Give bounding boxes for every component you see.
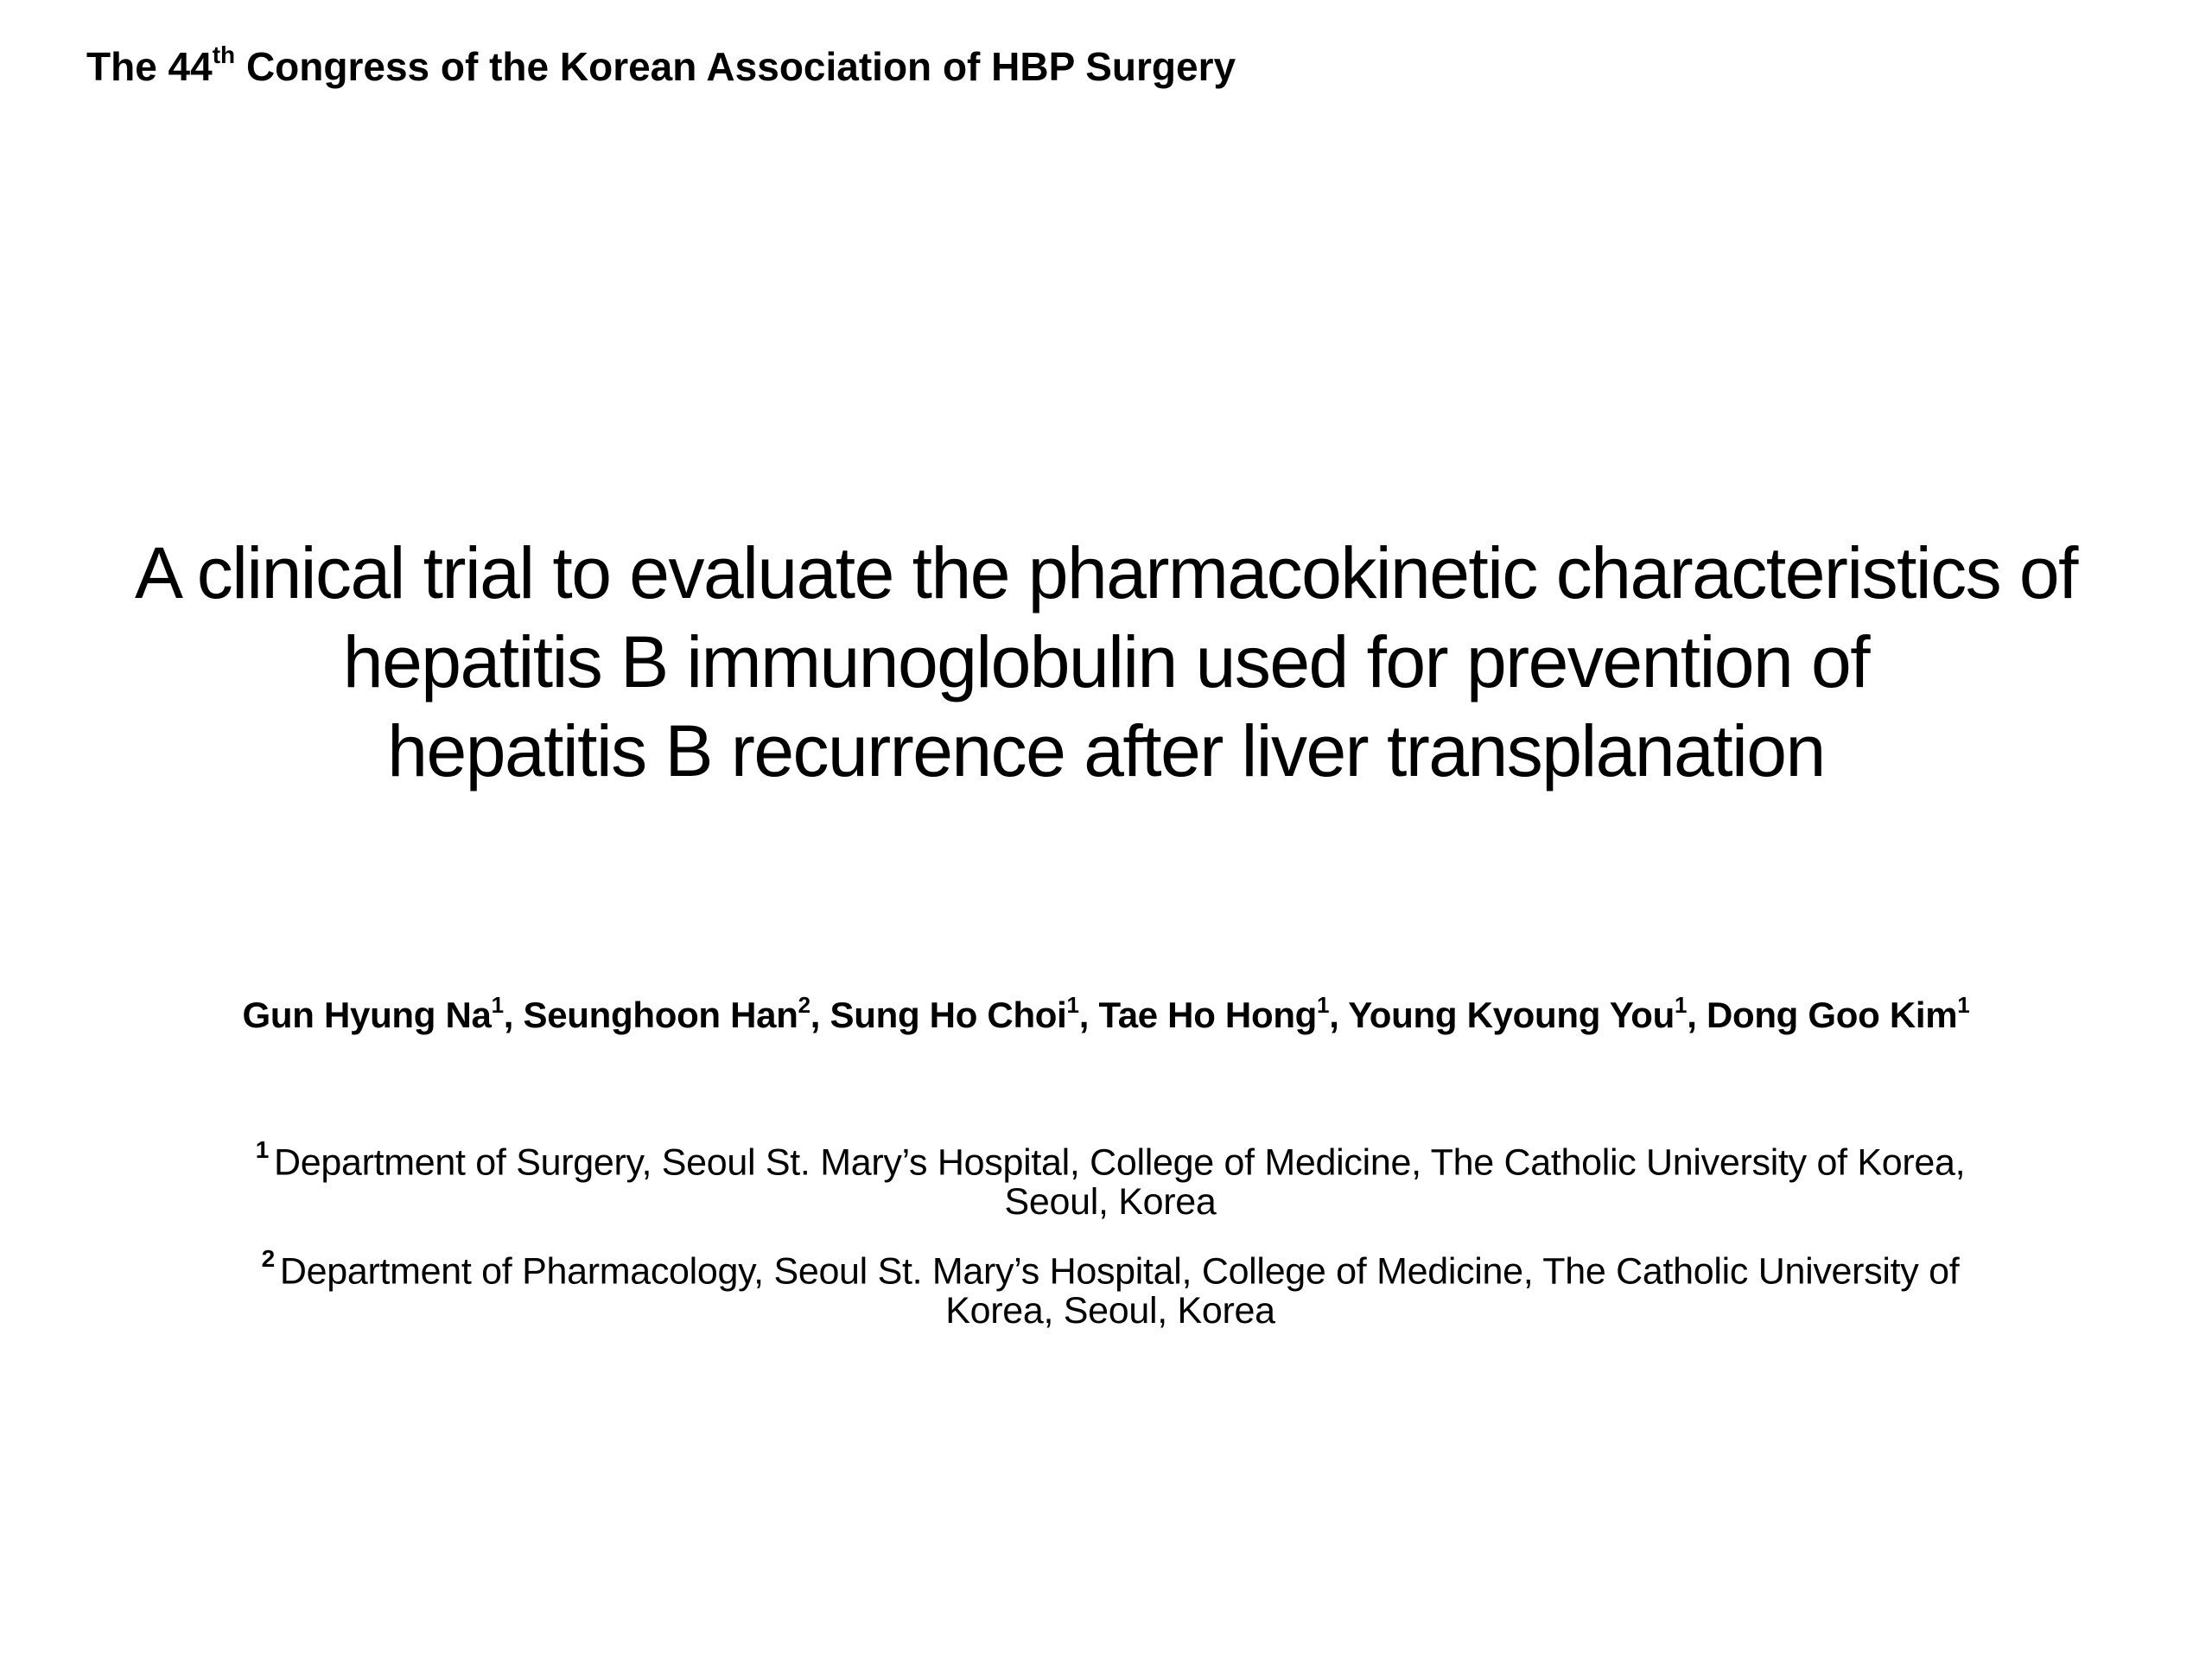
congress-prefix: The 44 bbox=[86, 44, 213, 89]
author-list bbox=[52, 994, 2160, 1036]
title-line: hepatitis B immunoglobulin used for prevention of bbox=[342, 621, 1870, 702]
author-name: Gun Hyung Na bbox=[242, 995, 492, 1035]
affiliation-number: 1 bbox=[255, 1136, 269, 1163]
author-separator: , bbox=[810, 995, 830, 1035]
author-name: Dong Goo Kim bbox=[1706, 995, 1958, 1035]
affiliation-2 bbox=[130, 1243, 2091, 1331]
affiliation-number: 2 bbox=[261, 1245, 275, 1272]
author-separator: , bbox=[503, 995, 524, 1035]
affiliation-line bbox=[130, 1134, 2091, 1182]
author-affiliation-mark: 1 bbox=[1675, 992, 1688, 1018]
author-separator: , bbox=[1687, 995, 1707, 1035]
author-affiliation-mark: 1 bbox=[491, 992, 504, 1018]
author-separator: , bbox=[1078, 995, 1099, 1035]
congress-ordinal: th bbox=[212, 41, 236, 68]
affiliation-line bbox=[130, 1243, 2091, 1291]
presentation-title bbox=[52, 529, 2160, 796]
author-name: Sung Ho Choi bbox=[830, 995, 1067, 1035]
author-affiliation-mark: 1 bbox=[1317, 992, 1330, 1018]
congress-header bbox=[86, 43, 1236, 90]
author-separator: , bbox=[1329, 995, 1349, 1035]
author-name: Young Kyoung You bbox=[1348, 995, 1675, 1035]
author-name: Tae Ho Hong bbox=[1098, 995, 1318, 1035]
affiliation-1 bbox=[130, 1134, 2091, 1222]
author-affiliation-mark: 1 bbox=[1066, 992, 1079, 1018]
congress-suffix: Congress of the Korean Association of HBP Surgery bbox=[235, 44, 1236, 89]
title-line: A clinical trial to evaluate the pharmacokinetic characteristics of bbox=[135, 532, 2077, 613]
author-affiliation-mark: 2 bbox=[798, 992, 810, 1018]
title-line: hepatitis B recurrence after liver transplanation bbox=[387, 710, 1825, 791]
author-affiliation-mark: 1 bbox=[1957, 992, 1970, 1018]
affiliation-line: Seoul, Korea bbox=[1004, 1181, 1217, 1224]
affiliation-line: Korea, Seoul, Korea bbox=[945, 1290, 1275, 1332]
affiliation-text: Department of Pharmacology, Seoul St. Mary’s Hospital, College of Medicine, The Catholic University of bbox=[279, 1250, 1960, 1293]
author-name: Seunghoon Han bbox=[523, 995, 798, 1035]
affiliation-text: Department of Surgery, Seoul St. Mary’s Hospital, College of Medicine, The Catholic University of Korea, bbox=[274, 1141, 1966, 1184]
